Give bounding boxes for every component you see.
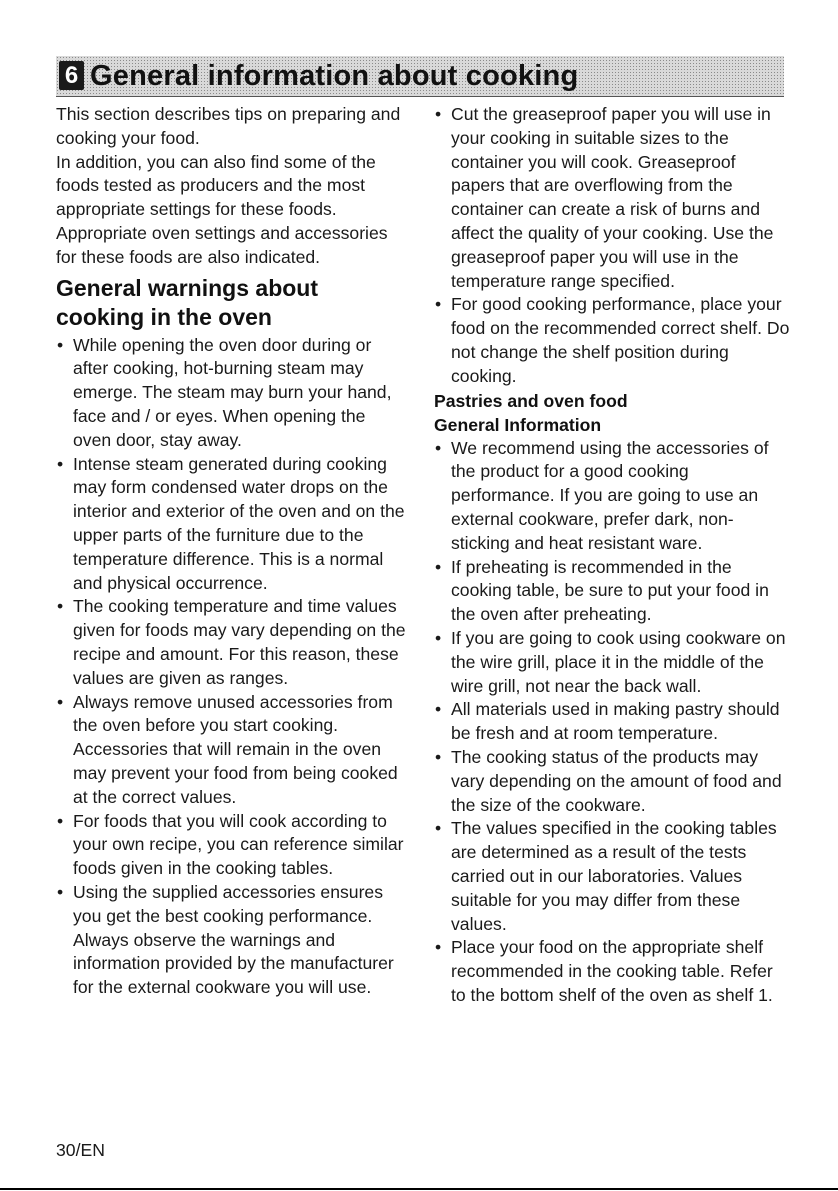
- list-item: • The cooking temperature and time values given for foods may vary depending on the recipe and amount. For this reason, these values are given as ranges.: [56, 595, 408, 690]
- list-item: • Always remove unused accessories from the oven before you start cooking. Accessories that will remain in the oven may prevent your food from being cooked at the correct values.: [56, 691, 408, 810]
- list-item: • Place your food on the appropriate shelf recommended in the cooking table. Refer to the bottom shelf of the oven as shelf 1.: [434, 936, 790, 1007]
- list-item: • While opening the oven door during or after cooking, hot-burning steam may emerge. The steam may burn your hand, face and / or eyes. When opening the oven door, stay away.: [56, 334, 408, 453]
- general-info-list: [434, 437, 790, 1008]
- list-item: • Intense steam generated during cooking may form condensed water drops on the interior and exterior of the oven and on the upper parts of the furniture due to the temperature difference. This is a normal and physical occurrence.: [56, 453, 408, 596]
- section-number-badge: 6: [59, 61, 84, 90]
- list-item: • If preheating is recommended in the cooking table, be sure to put your food in the oven after preheating.: [434, 556, 790, 627]
- list-item: • The cooking status of the products may vary depending on the amount of food and the size of the cookware.: [434, 746, 790, 817]
- list-item: • For good cooking performance, place your food on the recommended correct shelf. Do not change the shelf position during cooking.: [434, 293, 790, 388]
- right-column: [434, 103, 790, 1008]
- intro-paragraph: This section describes tips on preparing and cooking your food.: [56, 104, 401, 148]
- pastries-heading: Pastries and oven food: [434, 390, 628, 411]
- left-column: [56, 103, 408, 1000]
- warnings-list: [56, 334, 408, 1000]
- warnings-heading: General warnings about cooking in the oven: [56, 274, 318, 330]
- list-item: • We recommend using the accessories of the product for a good cooking performance. If you are going to use an external cookware, prefer dark, non-sticking and heat resistant ware.: [434, 437, 790, 556]
- paper-shelf-list: [434, 103, 790, 389]
- page-number: 30/EN: [56, 1140, 105, 1160]
- list-item: • If you are going to cook using cookware on the wire grill, place it in the middle of the wire grill, not near the back wall.: [434, 627, 790, 698]
- intro-paragraph: In addition, you can also find some of the foods tested as producers and the most appropriate settings for these foods. Appropriate oven settings and accessories for these foods are also indicated.: [56, 151, 388, 267]
- list-item: • For foods that you will cook according to your own recipe, you can reference similar foods given in the cooking tables.: [56, 810, 408, 881]
- bottom-divider: [0, 1188, 838, 1190]
- section-title: General information about cooking: [90, 60, 579, 92]
- section-header: [56, 56, 784, 97]
- general-info-heading: General Information: [434, 414, 602, 435]
- list-item: • Using the supplied accessories ensures you get the best cooking performance. Always observe the warnings and information provided by the manufacturer for the external cookware you will use.: [56, 881, 408, 1000]
- list-item: • All materials used in making pastry should be fresh and at room temperature.: [434, 698, 790, 746]
- list-item: • Cut the greaseproof paper you will use in your cooking in suitable sizes to the container you will cook. Greaseproof papers that are overflowing from the container can create a risk of burns and affect the quality of your cooking. Use the greaseproof paper you will use in the temperature range specified.: [434, 103, 790, 293]
- list-item: • The values specified in the cooking tables are determined as a result of the tests carried out in our laboratories. Values suitable for you may differ from these values.: [434, 817, 790, 936]
